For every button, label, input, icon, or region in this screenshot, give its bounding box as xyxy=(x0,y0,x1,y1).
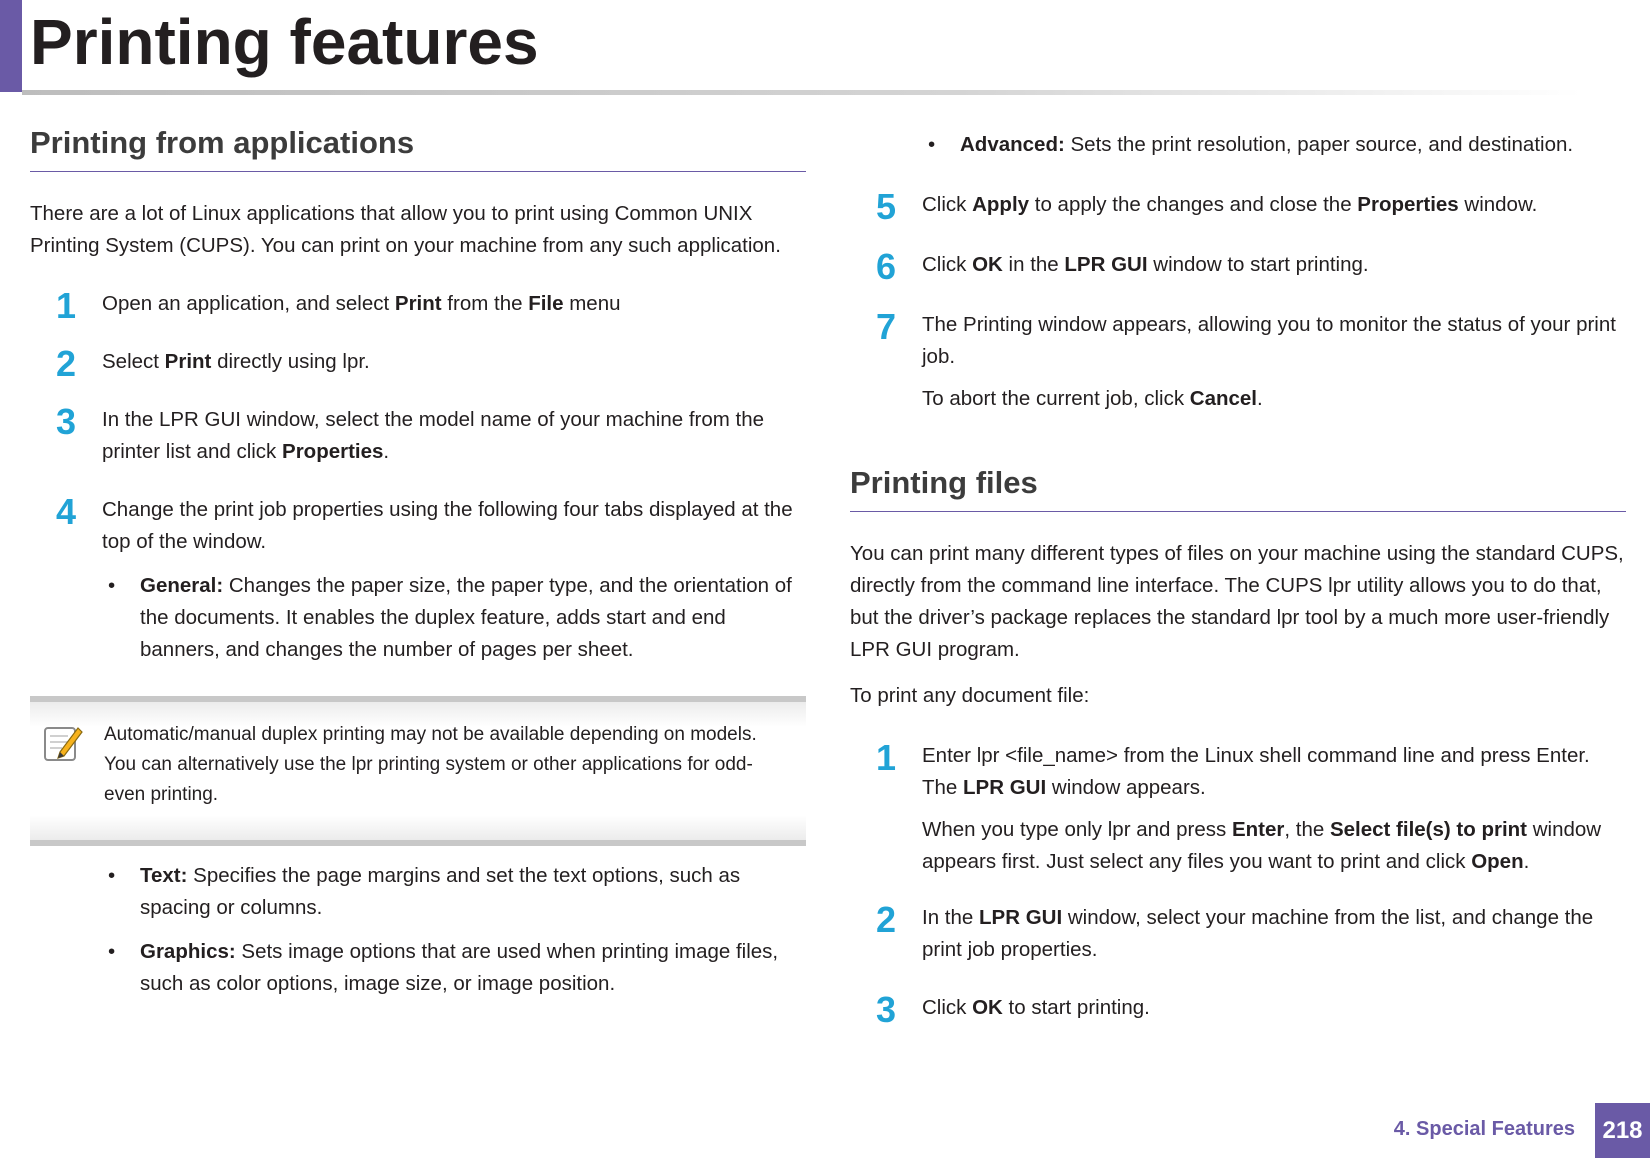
bullet-dot: • xyxy=(108,574,116,597)
step-number: 5 xyxy=(875,186,897,227)
page-header xyxy=(0,0,1650,100)
step-text: Click xyxy=(922,253,973,276)
bold-term: Cancel xyxy=(1189,387,1257,410)
step-text: window appears. xyxy=(1046,776,1206,799)
step-text: window. xyxy=(1458,193,1538,216)
bold-term: Properties xyxy=(282,440,384,463)
page-number: 218 xyxy=(1595,1103,1650,1158)
bold-term: Apply xyxy=(972,193,1030,216)
step-note xyxy=(922,814,1626,878)
bullet-label: Advanced: xyxy=(960,133,1065,156)
left-column xyxy=(30,125,806,1000)
step-text: In the LPR GUI window, select the model name of your machine from the printer list and click xyxy=(102,408,765,463)
header-divider xyxy=(22,90,1582,95)
files-step-2 xyxy=(850,899,1626,966)
intro-paragraph: There are a lot of Linux applications that allow you to print using Common UNIX Printing System (CUPS). You can print on your machine from any such application. xyxy=(30,202,781,257)
bold-term: OK xyxy=(972,253,1003,276)
bold-term: LPR GUI xyxy=(1064,253,1148,276)
step-number: 6 xyxy=(875,246,897,287)
bold-term: Select file(s) to print xyxy=(1329,818,1528,841)
step-text: Change the print job properties using the following four tabs displayed at the top of the window. xyxy=(102,498,793,553)
note-text: Automatic/manual duplex printing may not be available depending on models. You can alternatively use the lpr printing system or other applications for odd-even printing. xyxy=(104,724,757,805)
step-number: 3 xyxy=(55,401,77,442)
bold-term: Print xyxy=(164,350,212,373)
step-text: window to start printing. xyxy=(1147,253,1369,276)
step-text: from the xyxy=(441,292,529,315)
step-number: 7 xyxy=(875,306,897,347)
step-text: In the xyxy=(922,906,979,929)
bullet-general xyxy=(102,570,806,666)
bullet-label: Text: xyxy=(140,864,188,887)
step-text: Open an application, and select xyxy=(102,292,395,315)
section-title-printing-from-applications: Printing from applications xyxy=(30,125,806,172)
step-text: When you type only lpr and press xyxy=(922,818,1232,841)
section-title-printing-files: Printing files xyxy=(850,465,1626,512)
step-text: to apply the changes and close the xyxy=(1029,193,1358,216)
bullet-dot: • xyxy=(928,133,936,156)
step-number: 1 xyxy=(55,285,77,326)
step-text: menu xyxy=(563,292,621,315)
note-box xyxy=(30,696,806,846)
step-4 xyxy=(30,491,806,558)
step-7 xyxy=(850,306,1626,415)
step-text: . xyxy=(1523,850,1530,873)
note-pencil-icon xyxy=(42,722,84,764)
bold-term: LPR GUI xyxy=(979,906,1063,929)
bullet-dot: • xyxy=(108,940,116,963)
bullet-graphics xyxy=(102,936,806,1000)
files-step-3 xyxy=(850,989,1626,1030)
bullet-dot: • xyxy=(108,864,116,887)
bold-term: LPR GUI xyxy=(963,776,1047,799)
bold-term: File xyxy=(528,292,564,315)
intro-paragraph: You can print many different types of files on your machine using the standard CUPS, directly from the command line interface. The CUPS lpr utility allows you to do that, but the driver’s package replaces the standard lpr tool by a much more user-friendly LPR GUI program. xyxy=(850,542,1624,661)
step-text: directly using lpr. xyxy=(211,350,370,373)
right-column xyxy=(850,129,1626,1030)
step-text: Select xyxy=(102,350,165,373)
step-note xyxy=(922,383,1626,415)
header-accent-bar xyxy=(0,0,22,92)
step-text: . xyxy=(383,440,390,463)
intro-paragraph-2: To print any document file: xyxy=(850,684,1090,707)
bullet-text: Changes the paper size, the paper type, and the orientation of the documents. It enables the duplex feature, adds start and end banners, and changes the number of pages per sheet. xyxy=(140,574,792,661)
step-5 xyxy=(850,186,1626,227)
step-number: 2 xyxy=(875,899,897,940)
bullet-text: Sets image options that are used when printing image files, such as color options, image size, or image position. xyxy=(140,940,779,995)
page-title: Printing features xyxy=(30,6,539,78)
step-text: . xyxy=(1257,387,1263,410)
step-text: window appears first. Just select any files you want to print and click xyxy=(922,818,1602,873)
step-number: 3 xyxy=(875,989,897,1030)
bold-term: OK xyxy=(972,996,1003,1019)
bold-term: Print xyxy=(394,292,442,315)
step-1 xyxy=(30,285,806,326)
step-text: The Printing window appears, allowing you to monitor the status of your print job. xyxy=(922,313,1616,368)
step-number: 1 xyxy=(875,737,897,778)
step-number: 2 xyxy=(55,343,77,384)
bullet-advanced xyxy=(922,129,1626,161)
step-text: to start printing. xyxy=(1002,996,1150,1019)
step-text: , the xyxy=(1284,818,1330,841)
step-3 xyxy=(30,401,806,468)
step-6 xyxy=(850,246,1626,287)
step-text: window, select your machine from the list, and change the print job properties. xyxy=(922,906,1594,961)
step-text: Click xyxy=(922,996,973,1019)
bold-term: Properties xyxy=(1357,193,1459,216)
bullet-text-tab xyxy=(102,860,806,924)
bold-term: Open xyxy=(1471,850,1524,873)
step-text: To abort the current job, click xyxy=(922,387,1190,410)
bullet-label: Graphics: xyxy=(140,940,236,963)
step-text: Click xyxy=(922,193,973,216)
bold-term: Enter xyxy=(1231,818,1285,841)
step-2 xyxy=(30,343,806,384)
bullet-text: Specifies the page margins and set the text options, such as spacing or columns. xyxy=(140,864,741,919)
bullet-text: Sets the print resolution, paper source, and destination. xyxy=(1064,133,1574,156)
bullet-label: General: xyxy=(140,574,224,597)
step-number: 4 xyxy=(55,491,77,532)
footer-chapter-label: 4. Special Features xyxy=(1393,1118,1575,1140)
files-step-1 xyxy=(850,737,1626,878)
step-text: in the xyxy=(1002,253,1065,276)
step-text: Enter lpr <file_name> from the Linux shell command line and press Enter. The xyxy=(922,744,1590,799)
